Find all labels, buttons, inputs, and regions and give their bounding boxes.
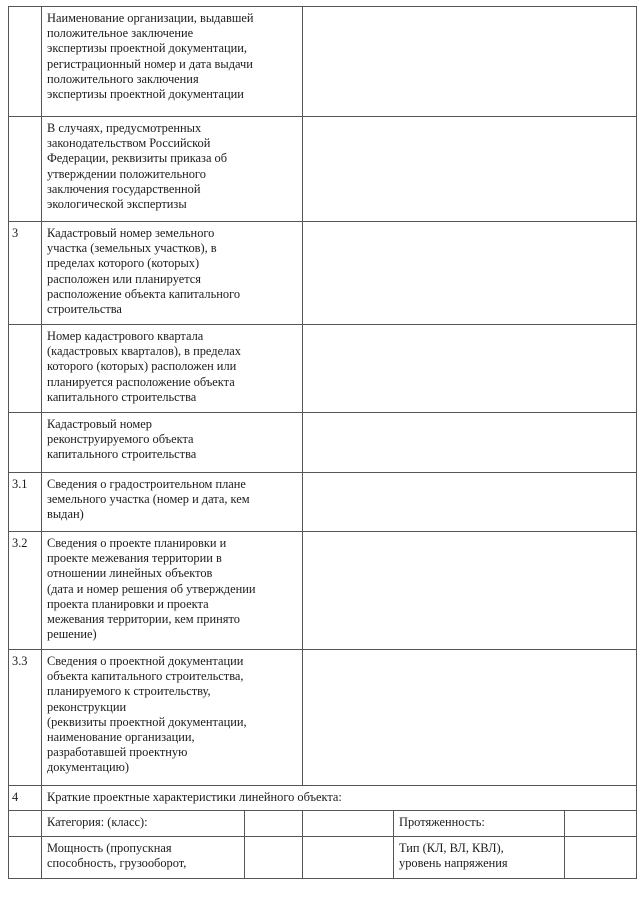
table-row bbox=[9, 325, 637, 413]
empty-number-cell bbox=[9, 837, 42, 879]
category-label: Категория: (класс): bbox=[42, 811, 245, 837]
row-value-field[interactable] bbox=[303, 413, 637, 473]
row-number: 3.3 bbox=[9, 650, 42, 786]
type-value-field[interactable] bbox=[565, 837, 637, 879]
row-value-field[interactable] bbox=[303, 117, 637, 222]
capacity-type-row bbox=[9, 837, 637, 879]
table-row bbox=[9, 117, 637, 222]
capacity-value-field[interactable] bbox=[245, 837, 303, 879]
table-row bbox=[9, 7, 637, 117]
row-label: Сведения о проектной документации объекта капитального строительства, планируемого к строительству, реконструкции (реквизиты проектной документации, наименование организации, разработавшей проектную документацию) bbox=[42, 650, 303, 786]
row-number bbox=[9, 117, 42, 222]
permit-form-table bbox=[8, 6, 637, 879]
section-4-title: Краткие проектные характеристики линейного объекта: bbox=[42, 786, 637, 811]
row-value-field[interactable] bbox=[303, 325, 637, 413]
row-number: 3.2 bbox=[9, 532, 42, 650]
row-number bbox=[9, 325, 42, 413]
empty-spacer-cell bbox=[303, 837, 394, 879]
row-label: Сведения о проекте планировки и проекте межевания территории в отношении линейных объектов (дата и номер решения об утверждении проекта планировки и проекта межевания территории, кем принято решение) bbox=[42, 532, 303, 650]
length-label: Протяженность: bbox=[394, 811, 565, 837]
row-label: Номер кадастрового квартала (кадастровых кварталов), в пределах которого (которых) расположен или планируется расположение объекта капитального строительства bbox=[42, 325, 303, 413]
row-value-field[interactable] bbox=[303, 473, 637, 532]
empty-number-cell bbox=[9, 811, 42, 837]
table-row bbox=[9, 650, 637, 786]
row-number: 3.1 bbox=[9, 473, 42, 532]
empty-spacer-cell bbox=[303, 811, 394, 837]
category-length-row bbox=[9, 811, 637, 837]
row-label: Наименование организации, выдавшей положительное заключение экспертизы проектной документации, регистрационный номер и дата выдачи положительного заключения экспертизы проектной документации bbox=[42, 7, 303, 117]
row-number bbox=[9, 7, 42, 117]
type-label: Тип (КЛ, ВЛ, КВЛ), уровень напряжения bbox=[394, 837, 565, 879]
row-value-field[interactable] bbox=[303, 222, 637, 325]
row-value-field[interactable] bbox=[303, 532, 637, 650]
length-value-field[interactable] bbox=[565, 811, 637, 837]
table-row bbox=[9, 222, 637, 325]
capacity-label: Мощность (пропускная способность, грузооборот, bbox=[42, 837, 245, 879]
table-row bbox=[9, 413, 637, 473]
row-label: Кадастровый номер реконструируемого объекта капитального строительства bbox=[42, 413, 303, 473]
row-value-field[interactable] bbox=[303, 650, 637, 786]
row-number bbox=[9, 413, 42, 473]
row-value-field[interactable] bbox=[303, 7, 637, 117]
row-number: 4 bbox=[9, 786, 42, 811]
category-value-field[interactable] bbox=[245, 811, 303, 837]
table-row bbox=[9, 532, 637, 650]
row-label: В случаях, предусмотренных законодательством Российской Федерации, реквизиты приказа об утверждении положительного заключения государственной экологической экспертизы bbox=[42, 117, 303, 222]
row-number: 3 bbox=[9, 222, 42, 325]
table-row bbox=[9, 473, 637, 532]
row-label: Кадастровый номер земельного участка (земельных участков), в пределах которого (которых) расположен или планируется расположение объекта капитального строительства bbox=[42, 222, 303, 325]
section-4-header-row bbox=[9, 786, 637, 811]
row-label: Сведения о градостроительном плане земельного участка (номер и дата, кем выдан) bbox=[42, 473, 303, 532]
